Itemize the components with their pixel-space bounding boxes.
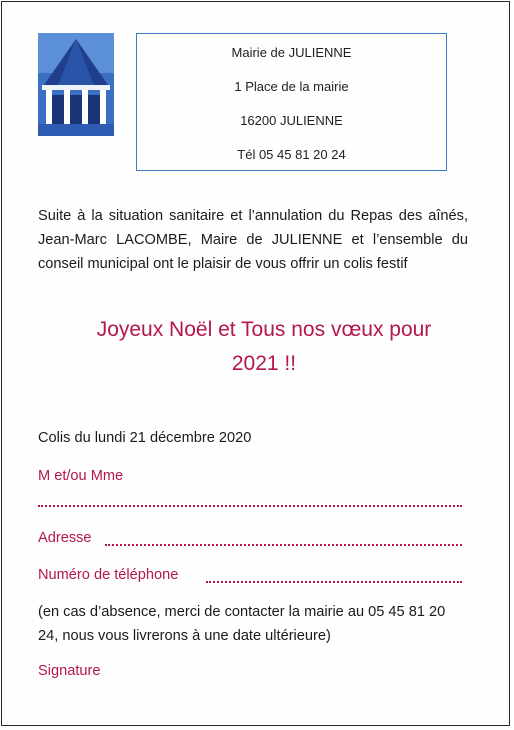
address-field-line [105,544,462,546]
signature-label: Signature [38,663,101,679]
street-address: 1 Place de la mairie [234,79,349,94]
phone-field-label: Numéro de téléphone [38,567,179,583]
absence-note: (en cas d’absence, merci de contacter la mairie au 05 45 81 20 24, nous vous livrerons à une date ultérieure) [38,604,446,644]
colis-date: Colis du lundi 21 décembre 2020 [38,430,252,446]
name-field-label: M et/ou Mme [38,468,124,484]
phone-number: Tél 05 45 81 20 24 [237,147,346,162]
greeting-line-2: 2021 !! [231,352,297,375]
town-hall-address-box [136,33,447,171]
greeting-line-1: Joyeux Noël et Tous nos vœux pour [96,318,432,341]
postal-code-city: 16200 JULIENNE [240,113,343,128]
holiday-greeting [38,313,490,381]
town-hall-logo [38,33,114,136]
document-page [1,1,510,726]
phone-field-line [206,581,462,583]
town-hall-name: Mairie de JULIENNE [231,45,352,60]
intro-paragraph: Suite à la situation sanitaire et l’annulation du Repas des aînés, Jean-Marc LACOMBE, Maire de JULIENNE et l’ensemble du conseil municipal ont le plaisir de vous offrir un colis festif [38,208,468,272]
address-field-label: Adresse [38,530,92,546]
name-field-line [38,505,462,507]
